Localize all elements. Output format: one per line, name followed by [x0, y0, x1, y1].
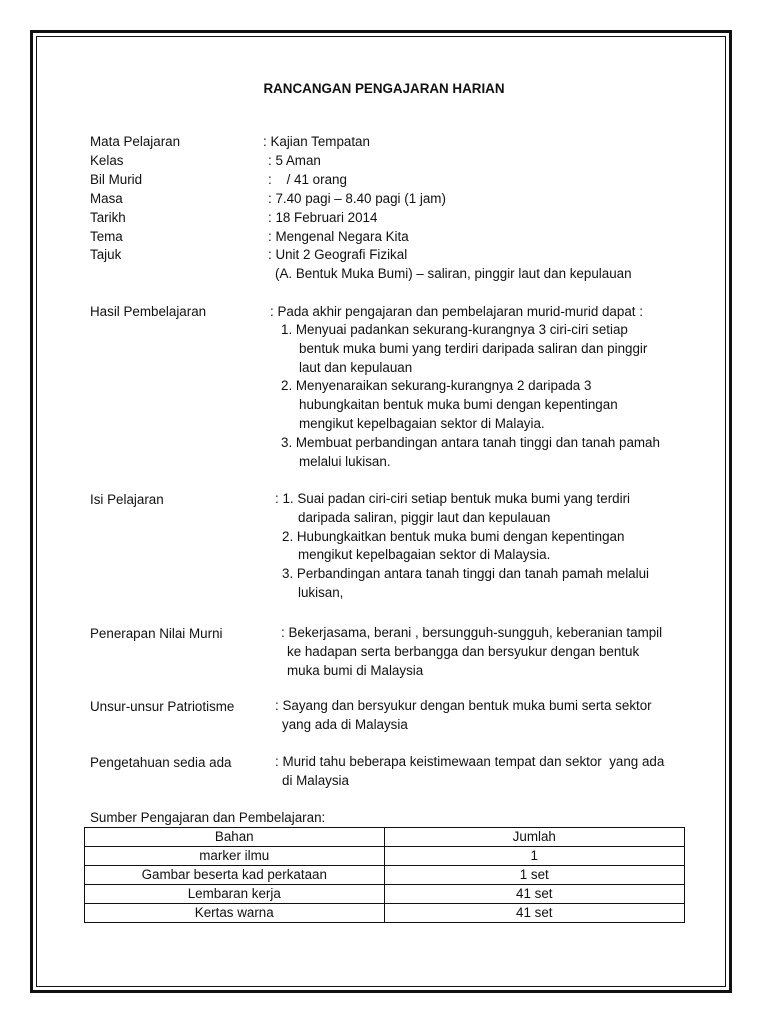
value-mata-pelajaran: : Kajian Tempatan — [263, 134, 370, 149]
nilai-line: : Bekerjasama, berani , bersungguh-sungguh, keberanian tampil — [281, 625, 663, 640]
hasil-line: melalui lukisan. — [299, 453, 391, 469]
isi-line: 3. Perbandingan antara tanah tinggi dan tanah pamah melalui — [282, 566, 650, 582]
value-tajuk: : Unit 2 Geografi Fizikal — [268, 247, 408, 262]
label-pengetahuan: Pengetahuan sedia ada — [90, 755, 232, 770]
isi-line: lukisan, — [298, 584, 344, 600]
header-jumlah: Jumlah — [384, 828, 684, 847]
cell-jumlah: 1 set — [384, 866, 684, 885]
hasil-list — [281, 321, 660, 471]
value-kelas: : 5 Aman — [268, 153, 321, 168]
hasil-line: bentuk muka bumi yang terdiri daripada saliran dan pinggir — [299, 340, 648, 356]
isi-line: : 1. Suai padan ciri-ciri setiap bentuk muka bumi yang terdiri — [275, 491, 631, 506]
pengetahuan-line: : Murid tahu beberapa keistimewaan tempat dan sektor yang ada — [275, 754, 665, 769]
cell-jumlah: 41 set — [384, 904, 684, 923]
isi-line: mengikut kepelbagaian sektor di Malaysia. — [298, 547, 551, 563]
patriotisme-list — [275, 697, 652, 735]
label-isi-pelajaran: Isi Pelajaran — [90, 492, 164, 507]
cell-jumlah: 1 — [384, 847, 684, 866]
cell-bahan: Lembaran kerja — [85, 885, 385, 904]
hasil-line: 2. Menyenaraikan sekurang-kurangnya 2 daripada 3 — [281, 378, 592, 394]
value-tarikh: : 18 Februari 2014 — [268, 210, 378, 225]
label-tajuk: Tajuk — [90, 247, 122, 262]
label-tarikh: Tarikh — [90, 210, 126, 225]
patriotisme-line: : Sayang dan bersyukur dengan bentuk muka bumi serta sektor — [275, 698, 652, 713]
label-kelas: Kelas — [90, 153, 124, 168]
hasil-line: 3. Membuat perbandingan antara tanah tinggi dan tanah pamah — [281, 434, 660, 450]
isi-line: daripada saliran, piggir laut dan kepulauan — [298, 509, 551, 525]
nilai-line: muka bumi di Malaysia — [287, 662, 424, 678]
nilai-line: ke hadapan serta berbangga dan bersyukur dengan bentuk — [287, 643, 640, 659]
table-row — [85, 885, 685, 904]
label-bil-murid: Bil Murid — [90, 172, 143, 187]
sumber-heading: Sumber Pengajaran dan Pembelajaran: — [90, 810, 326, 825]
value-tema: : Mengenal Negara Kita — [268, 229, 409, 244]
table-row — [85, 904, 685, 923]
table-header-row — [85, 828, 685, 847]
label-mata-pelajaran: Mata Pelajaran — [90, 134, 181, 149]
hasil-line: mengikut kepelbagaian sektor di Malayia. — [299, 415, 545, 431]
isi-line: 2. Hubungkaitkan bentuk muka bumi dengan kepentingan — [282, 528, 625, 544]
value-tajuk-sub: (A. Bentuk Muka Bumi) – saliran, pinggir laut dan kepulauan — [275, 266, 632, 281]
value-masa: : 7.40 pagi – 8.40 pagi (1 jam) — [268, 191, 446, 206]
table-row — [85, 847, 685, 866]
label-masa: Masa — [90, 191, 123, 206]
isi-list — [275, 490, 649, 603]
cell-bahan: marker ilmu — [85, 847, 385, 866]
pengetahuan-list — [275, 753, 664, 791]
value-bil-murid: : / 41 orang — [268, 172, 347, 187]
label-hasil-pembelajaran: Hasil Pembelajaran — [90, 304, 207, 319]
document-title: RANCANGAN PENGAJARAN HARIAN — [263, 81, 505, 96]
pengetahuan-line: di Malaysia — [282, 772, 349, 788]
label-tema: Tema — [90, 229, 123, 244]
cell-bahan: Gambar beserta kad perkataan — [85, 866, 385, 885]
hasil-line: hubungkaitan bentuk muka bumi dengan kepentingan — [299, 397, 618, 413]
hasil-intro: : Pada akhir pengajaran dan pembelajaran murid-murid dapat : — [270, 304, 643, 319]
table-row — [85, 866, 685, 885]
nilai-list — [281, 624, 662, 680]
header-bahan: Bahan — [85, 828, 385, 847]
hasil-line: 1. Menyuai padankan sekurang-kurangnya 3 ciri-ciri setiap — [281, 322, 628, 337]
label-nilai-murni: Penerapan Nilai Murni — [90, 626, 223, 641]
label-patriotisme: Unsur-unsur Patriotisme — [90, 699, 235, 714]
resources-table — [84, 827, 685, 923]
cell-bahan: Kertas warna — [85, 904, 385, 923]
patriotisme-line: yang ada di Malaysia — [282, 716, 408, 732]
hasil-line: laut dan kepulauan — [299, 359, 413, 375]
cell-jumlah: 41 set — [384, 885, 684, 904]
